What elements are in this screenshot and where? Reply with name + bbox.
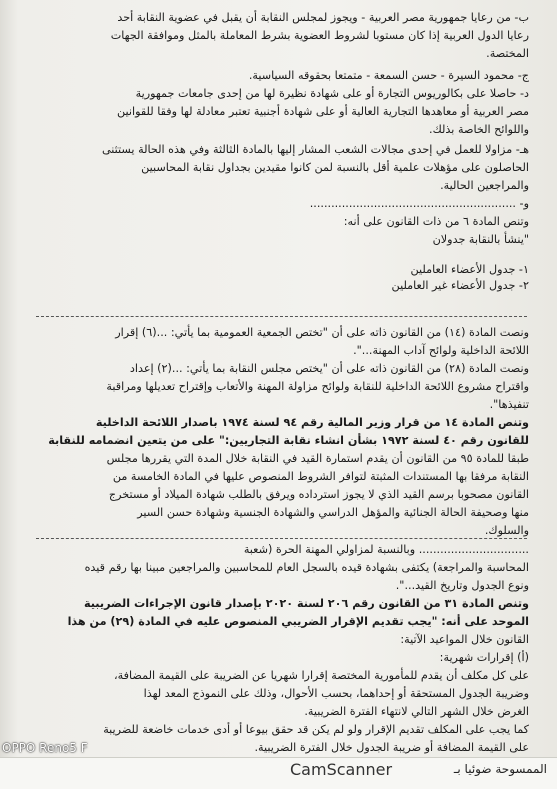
document-line: "ينشأ بالنقابة جدولان [432, 233, 529, 246]
document-line: على كل مكلف أن يقدم للمأمورية المختصة إقرارا شهريا عن الضريبة على القيمة المضافة، [114, 669, 529, 682]
document-line: القانون مصحوبا برسم القيد الذي لا يجوز استرداده ويرفق بالطلب شهادة الميلاد أو مستخرج [108, 488, 529, 501]
document-line: ونوع الجدول وتاريخ القيد...". [395, 579, 529, 592]
document-line: ونصت المادة (٢٨) من القانون ذاته على أن "يختص مجلس النقابة بما يأتي: ...(٢) إعداد [129, 362, 529, 375]
document-line: والمراجعين الحالية. [440, 179, 529, 192]
document-line: كما يجب على المكلف تقديم الإقرار ولو لم يكن قد حقق بيوعا أو أدى خدمات خاضعة للضريبة [103, 723, 529, 736]
document-line: وتنص المادة ٣١ من القانون رقم ٢٠٦ لسنة ٢٠٢٠ بإصدار قانون الإجراءات الضريبية [83, 597, 529, 610]
document-line: رعايا الدول العربية إذا كان مستوبا لشروط العضوية بشرط المعاملة بالمثل وموافقة الجهات [110, 29, 529, 42]
document-line: تنفيذها". [489, 398, 529, 411]
document-line: للقانون رقم ٤٠ لسنة ١٩٧٢ بشأن انشاء نقابة التجاريين:" على من يتعين انضمامه للنقابة [48, 434, 529, 447]
document-line: هـ- مزاولا للعمل في إحدى مجالات الشعب المشار إليها بالمادة الثالثة وفي هذه الحالة يستثنى [101, 143, 529, 156]
document-line: والسلوك. [484, 524, 529, 537]
document-line: ب- من رعايا جمهورية مصر العربية - ويجوز لمجلس النقابة أن يقبل في عضوية النقابة أحد [117, 11, 529, 24]
scanner-footer-app-name: CamScanner [290, 760, 393, 779]
document-line: ج- محمود السيرة - حسن السمعة - متمتعا بحقوقه السياسية. [248, 69, 529, 82]
document-line: ونصت المادة (١٤) من القانون ذاته على أن "تختص الجمعية العمومية بما يأتي: ...(٦) إقرار [115, 326, 529, 339]
document-line: ٢- جدول الأعضاء غير العاملين [391, 279, 529, 292]
scanner-footer-arabic: الممسوحة ضوئيا بـ [453, 762, 547, 776]
document-line: المحاسبة والمراجعة) يكتفى بشهادة قيده بالسجل العام للمحاسبين والمراجعين مبينا بها رقم قيده [84, 561, 529, 574]
document-line: اللائحة الداخلية ولوائح آداب المهنة...". [353, 344, 529, 357]
document-line: الحاصلون على مؤهلات علمية أقل بالنسبة لمن كانوا مقيدين بجداول نقابة المحاسبين [141, 161, 529, 174]
document-line: و- .......................................................... [309, 197, 529, 210]
document-line: ١- جدول الأعضاء العاملين [410, 263, 529, 276]
document-line: د- حاصلا على بكالوريوس التجارة أو على شهادة نظيرة لها من إحدى جامعات جمهورية [135, 87, 529, 100]
section-divider [36, 538, 527, 539]
document-line: طبقا للمادة ٩٥ من القانون أن يقدم استمارة القيد في النقابة خلال المدة التي يقررها مجلس [106, 452, 529, 465]
section-divider [36, 316, 527, 317]
document-line: واقتراح مشروع اللائحة الداخلية للنقابة ولوائح مزاولة المهنة والأتعاب وإقتراح تعديلها ومراقبة [106, 380, 529, 393]
document-line: وضريبة الجدول المستحقة أو إحداهما، بحسب الأحوال، وذلك على النموذج المعد لهذا [143, 687, 529, 700]
document-line: وتنص المادة ١٤ من قرار وزير المالية رقم ٩٤ لسنة ١٩٧٤ باصدار اللائحة الداخلية [95, 416, 529, 429]
document-line: منها وصحيفة الحالة الجنائية والمؤهل الدراسي والشهادة الجنسية وشهادة حسن السير [137, 506, 529, 519]
document-line: النقابة مرفقا بها المستندات المثبتة لتوافر الشروط المنصوص عليها في المادة الخامسة من [112, 470, 529, 483]
document-line: الغرض خلال الشهر التالي لانتهاء الفترة الضريبية. [304, 705, 529, 718]
document-line: وتنص المادة ٦ من ذات القانون على أنه: [343, 215, 529, 228]
document-line: المختصة. [486, 47, 529, 60]
document-line: الموحد على أنه: "يجب تقديم الإقرار الضريبي المنصوص عليه في المادة (٢٩) من هذا [67, 615, 529, 628]
camera-watermark: OPPO Reno5 F [2, 741, 88, 755]
document-line: القانون خلال المواعيد الآتية: [400, 633, 529, 646]
document-line: ............................... وبالنسبة لمزاولي المهنة الحرة (شعبة [243, 543, 529, 556]
document-line: واللوائح الخاصة بذلك. [429, 123, 529, 136]
document-line: على القيمة المضافة أو ضريبة الجدول خلال الفترة الضريبية. [254, 741, 529, 754]
document-line: (أ) إقرارات شهرية: [439, 651, 529, 664]
document-line: مصر العربية أو معاهدها التجارية العالية أو على شهادة أجنبية تعتبر معادلة لها وفقا للقوانين [117, 105, 529, 118]
